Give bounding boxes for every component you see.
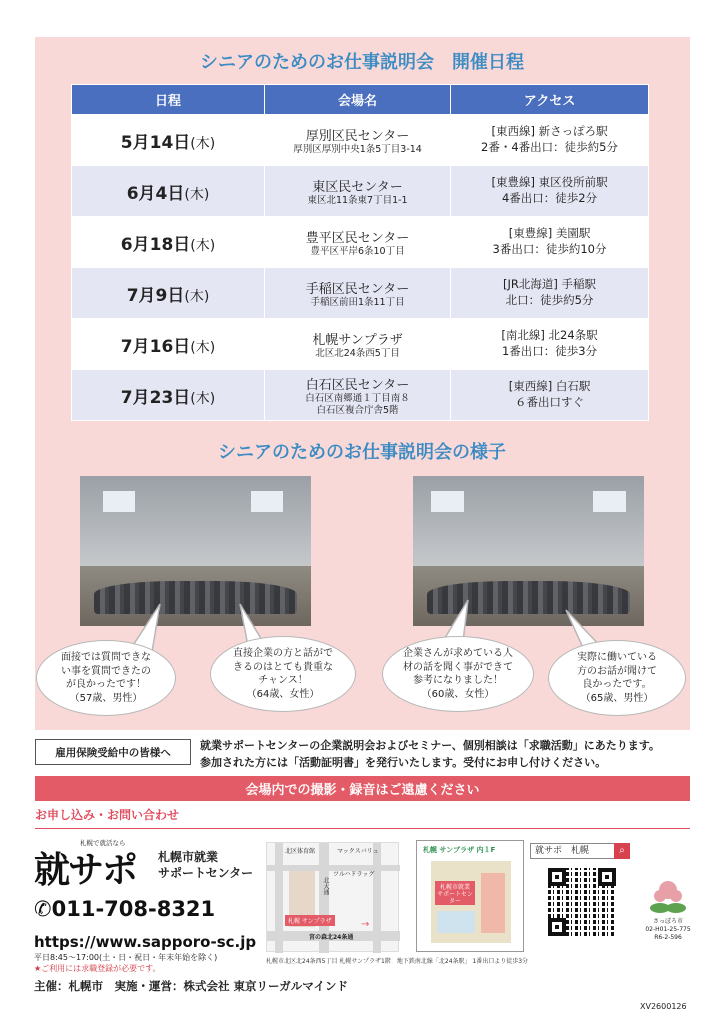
header-venue: 会場名	[265, 85, 451, 115]
map-label: ツルハドラッグ	[333, 871, 375, 878]
date-cell: 7月9日(木)	[72, 268, 265, 319]
date-cell: 6月4日(木)	[72, 166, 265, 217]
comment-bubble: 直接企業の方と話がで きるのはとても貴重な チャンス！ （64歳、女性）	[210, 636, 356, 712]
contact-title: お申し込み・お問い合わせ	[35, 808, 180, 822]
registration-note: ★ご利用には求職登録が必要です。	[34, 964, 161, 973]
phone-icon: ✆	[34, 897, 52, 921]
website-link[interactable]: https://www.sapporo-sc.jp	[34, 933, 257, 951]
venue-cell: 厚別区民センター 厚別区厚別中央1条5丁目3-14	[265, 115, 451, 166]
search-input[interactable]: 就サポ 札幌	[530, 843, 630, 859]
map-label: 北区体育館	[285, 848, 316, 855]
map-label: 北大通	[322, 877, 329, 895]
logo: 就サポ	[34, 850, 137, 891]
venue-cell: 東区民センター 東区北11条東7丁目1-1	[265, 166, 451, 217]
arrow-icon: →	[361, 919, 370, 930]
access-cell: [東豊線] 美園駅 3番出口：徒歩約10分	[451, 217, 649, 268]
search-icon[interactable]: ⌕	[614, 843, 630, 859]
notice-label: 雇用保険受給中の皆様へ	[35, 739, 191, 765]
access-cell: [JR北海道] 手稲駅 北口：徒歩約5分	[451, 268, 649, 319]
qr-code[interactable]	[548, 868, 616, 936]
access-cell: [南北線] 北24条駅 1番出口：徒歩3分	[451, 319, 649, 370]
comment-bubble: 企業さんが求めている人 材の話を聞く事ができて 参考になりました！ （60歳、女性）	[382, 636, 534, 712]
floor-title: 札幌 サンプラザ 内１F	[423, 846, 496, 854]
comment-bubble: 面接では質問できな い事を質問できたの が良かったです！ （57歳、男性）	[36, 640, 176, 716]
date-cell: 5月14日(木)	[72, 115, 265, 166]
map-label: 宮の森北24条通	[309, 934, 354, 941]
venue-cell: 白石区民センター 白石区南郷通１丁目南８ 白石区複合庁舎5階	[265, 370, 451, 421]
notice-text: 就業サポートセンターの企業説明会およびセミナー、個別相談は「求職活動」にあたります。 参加された方には「活動証明書」を発行いたします。受付にお申し付けください。	[200, 739, 660, 770]
header-date: 日程	[72, 85, 265, 115]
floor-map	[416, 840, 524, 952]
access-cell: [東西線] 白石駅 ６番出口すぐ	[451, 370, 649, 421]
venue-cell: 札幌サンプラザ 北区北24条西5丁目	[265, 319, 451, 370]
access-cell: [東西線] 新さっぽろ駅 2番・4番出口：徒歩約5分	[451, 115, 649, 166]
venue-cell: 豊平区民センター 豊平区平岸6条10丁目	[265, 217, 451, 268]
header-access: アクセス	[451, 85, 649, 115]
access-map	[266, 842, 399, 952]
access-cell: [東豊線] 東区役所前駅 4番出口：徒歩2分	[451, 166, 649, 217]
divider	[35, 828, 690, 829]
map-label: 札幌 サンプラザ	[285, 915, 335, 926]
date-cell: 7月23日(木)	[72, 370, 265, 421]
map-label: マックスバリュ	[337, 848, 379, 855]
date-cell: 7月16日(木)	[72, 319, 265, 370]
document-code: XV2600126	[640, 1002, 687, 1011]
sponsor-line: 主催：札幌市 実施・運営：株式会社 東京リーガルマインド	[34, 979, 349, 993]
comment-bubble: 実際に働いている 方のお話が聞けて 良かったです。 （65歳、男性）	[548, 640, 686, 716]
venue-cell: 手稲区民センター 手稲区前田1条11丁目	[265, 268, 451, 319]
map-note: 札幌市北区北24条西5丁目 札幌サンプラザ1階 地下鉄南北線「北24条駅」 1番出口より徒歩3分	[266, 958, 529, 965]
sapporo-city-emblem-icon	[646, 878, 690, 916]
scene-title: シニアのためのお仕事説明会の様子	[218, 442, 506, 463]
no-recording-banner: 会場内での撮影・録音はご遠慮ください	[35, 776, 690, 801]
schedule-title: シニアのためのお仕事説明会 開催日程	[200, 52, 524, 73]
city-credit: さっぽろ市 02-H01-25-775 R6-2-596	[645, 918, 691, 941]
phone-number[interactable]: ✆011-708-8321	[34, 897, 216, 921]
floor-label: 札幌市就業 サポートセンター	[435, 881, 475, 905]
business-hours: 平日8:45～17:00(土・日・祝日・年末年始を除く)	[34, 953, 218, 962]
date-cell: 6月18日(木)	[72, 217, 265, 268]
center-name: 札幌市就業 サポートセンター	[158, 850, 254, 880]
logo-tagline: 札幌で就活なら	[80, 839, 126, 847]
